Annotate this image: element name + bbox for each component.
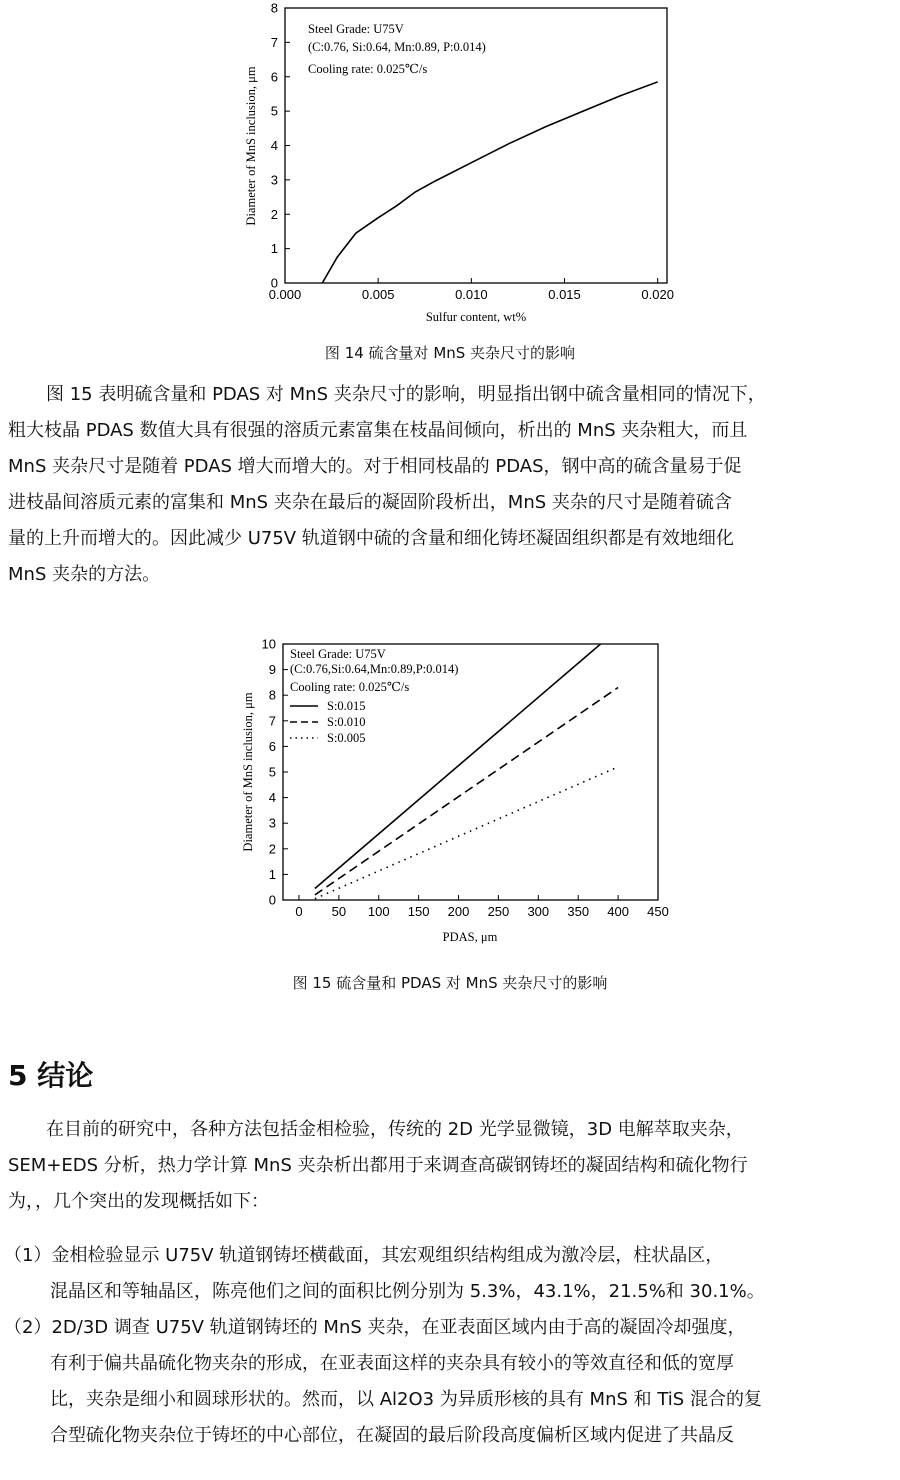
x-tick-label: 0.015 (548, 287, 581, 302)
list-item-1-line-2: 混晶区和等轴晶区，陈亮他们之间的面积比例分别为 5.3%，43.1%，21.5%和 30.1%。 (50, 1281, 765, 1302)
y-tick-label: 2 (268, 841, 276, 857)
x-tick-label: 0 (295, 904, 303, 919)
y-tick-label: 1 (268, 866, 276, 882)
y-tick-label: 3 (268, 815, 276, 831)
list-item-2-line-1: （2）2D/3D 调查 U75V 轨道钢铸坯的 MnS 夹杂，在亚表面区域内由于高的凝固冷却强度， (4, 1317, 746, 1338)
figure-15-annotation-line-1: Steel Grade: U75V (290, 647, 386, 661)
legend-label-s0015: S:0.015 (327, 699, 366, 713)
figure-15-chart (230, 636, 680, 951)
x-tick-label: 150 (407, 904, 430, 919)
x-tick-label: 450 (647, 904, 669, 919)
x-tick-label: 0.010 (455, 287, 488, 302)
y-tick-label: 6 (268, 738, 276, 754)
y-tick-label: 2 (270, 206, 278, 222)
y-axis-label: Diameter of MnS inclusion, μm (244, 66, 258, 226)
y-tick-label: 0 (270, 275, 278, 291)
series-line-0 (322, 82, 657, 283)
x-tick-label: 200 (447, 904, 470, 919)
paragraph-line: 为，，几个突出的发现概括如下： (8, 1191, 269, 1212)
paragraph-2 (8, 1112, 896, 1220)
figure-15-annotation-line-3: Cooling rate: 0.025℃/s (290, 680, 410, 694)
list-item-2-line-3: 比，夹杂是细小和圆球形状的。然而，以 Al2O3 为异质形核的具有 MnS 和 TiS 混合的复 (50, 1389, 762, 1410)
y-tick-label: 5 (270, 103, 278, 119)
y-tick-label: 3 (270, 172, 278, 188)
figure-14-annotation-line-3: Cooling rate: 0.025℃/s (308, 62, 428, 76)
x-tick-label: 400 (607, 904, 629, 919)
section-heading: 5 结论 (8, 1059, 94, 1092)
paragraph-line: MnS 夹杂的方法。 (8, 564, 161, 585)
figure-15-annotation-line-2: (C:0.76,Si:0.64,Mn:0.89,P:0.014) (290, 662, 459, 676)
figure-14-caption: 图 14 硫含量对 MnS 夹杂尺寸的影响 (324, 344, 576, 362)
paragraph-1 (8, 377, 896, 593)
y-tick-label: 4 (268, 790, 276, 806)
x-tick-label: 100 (367, 904, 390, 919)
figure-14-annotation-line-1: Steel Grade: U75V (308, 22, 404, 36)
paragraph-line: 粗大枝晶 PDAS 数值大具有很强的溶质元素富集在枝晶间倾向，析出的 MnS 夹杂粗大，而且 (8, 420, 748, 441)
x-tick-label: 250 (487, 904, 510, 919)
list-item-1-line-1: （1）金相检验显示 U75V 轨道钢铸坯横截面，其宏观组织结构组成为激冷层，柱状晶区， (4, 1245, 724, 1266)
paragraph-line: SEM+EDS 分析，热力学计算 MnS 夹杂析出都用于来调查高碳钢铸坯的凝固结构和硫化物行 (8, 1155, 748, 1176)
legend-label-s0010: S:0.010 (327, 715, 366, 729)
y-tick-label: 4 (270, 138, 278, 153)
series-line-s0005 (315, 767, 618, 899)
x-tick-label: 0.000 (268, 287, 302, 302)
list-item-2-line-2: 有利于偏共晶硫化物夹杂的形成，在亚表面这样的夹杂具有较小的等效直径和低的宽厚 (50, 1353, 734, 1374)
paragraph-line: 进枝晶间溶质元素的富集和 MnS 夹杂在最后的凝固阶段析出，MnS 夹杂的尺寸是随着硫含 (8, 492, 732, 513)
x-tick-label: 350 (567, 904, 590, 919)
y-tick-label: 7 (270, 34, 278, 50)
y-axis-label: Diameter of MnS inclusion, μm (241, 692, 255, 852)
y-tick-label: 7 (268, 713, 276, 729)
legend-label-s0005: S:0.005 (327, 731, 366, 745)
y-tick-label: 10 (261, 636, 276, 652)
y-tick-label: 9 (268, 662, 276, 678)
x-tick-label: 50 (331, 904, 347, 919)
x-tick-label: 0.020 (641, 287, 674, 302)
y-tick-label: 0 (268, 892, 276, 908)
figure-14-chart (230, 0, 680, 330)
paragraph-line: 在目前的研究中，各种方法包括金相检验，传统的 2D 光学显微镜，3D 电解萃取夹杂， (46, 1119, 744, 1140)
y-tick-label: 1 (270, 241, 278, 257)
y-tick-label: 8 (270, 0, 278, 16)
figure-15 (230, 636, 680, 951)
y-tick-label: 6 (270, 69, 278, 85)
y-tick-label: 8 (268, 687, 276, 703)
x-axis-label: PDAS, μm (442, 930, 498, 944)
x-tick-label: 300 (527, 904, 550, 919)
y-tick-label: 5 (268, 764, 276, 780)
x-tick-label: 0.005 (361, 287, 395, 302)
paragraph-line: 量的上升而增大的。因此减少 U75V 轨道钢中硫的含量和细化铸坯凝固组织都是有效地细化 (8, 528, 734, 549)
paragraph-line: MnS 夹杂尺寸是随着 PDAS 增大而增大的。对于相同枝晶的 PDAS，钢中高的硫含量易于促 (8, 456, 742, 477)
list-item-2-line-4: 合型硫化物夹杂位于铸坯的中心部位，在凝固的最后阶段高度偏析区域内促进了共晶反 (50, 1425, 734, 1446)
figure-15-caption: 图 15 硫含量和 PDAS 对 MnS 夹杂尺寸的影响 (292, 974, 608, 992)
conclusion-list (4, 1238, 892, 1454)
figure-14 (230, 0, 680, 330)
figure-14-annotation-line-2: (C:0.76, Si:0.64, Mn:0.89, P:0.014) (308, 40, 486, 54)
x-axis-label: Sulfur content, wt% (425, 310, 527, 324)
paragraph-line: 图 15 表明硫含量和 PDAS 对 MnS 夹杂尺寸的影响，明显指出钢中硫含量相同的情况下， (46, 384, 766, 405)
